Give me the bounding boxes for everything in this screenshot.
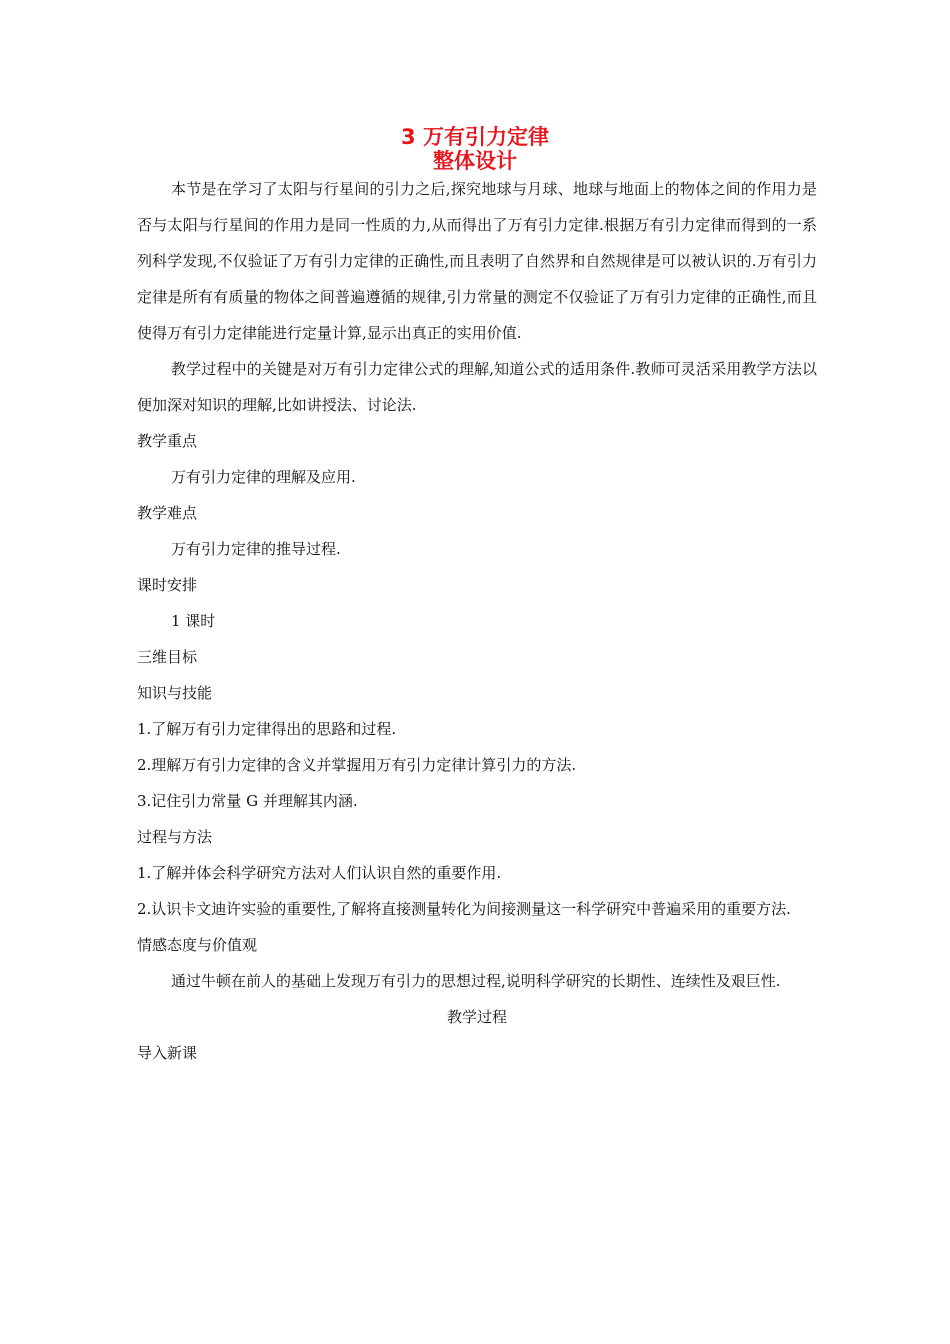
schedule-heading: 课时安排 xyxy=(137,576,198,594)
knowledge-item: 1.了解万有引力定律得出的思路和过程. xyxy=(137,720,397,738)
process-heading: 过程与方法 xyxy=(137,828,213,846)
key-points-heading: 教学重点 xyxy=(137,432,198,450)
document-body xyxy=(137,171,817,1071)
knowledge-item: 3.记住引力常量 G 并理解其内涵. xyxy=(137,792,358,810)
knowledge-item: 2.理解万有引力定律的含义并掌握用万有引力定律计算引力的方法. xyxy=(137,756,577,774)
key-points-text: 万有引力定律的理解及应用. xyxy=(171,468,356,486)
teaching-process-heading: 教学过程 xyxy=(446,1008,507,1026)
process-item: 1.了解并体会科学研究方法对人们认识自然的重要作用. xyxy=(137,864,502,882)
objectives-heading: 三维目标 xyxy=(137,648,198,666)
attitude-heading: 情感态度与价值观 xyxy=(137,936,258,954)
difficulties-heading: 教学难点 xyxy=(137,504,198,522)
intro-paragraph: 教学过程中的关键是对万有引力定律公式的理解,知道公式的适用条件.教师可灵活采用教学方法以便加深对知识的理解,比如讲授法、讨论法. xyxy=(137,360,817,414)
process-item: 2.认识卡文迪许实验的重要性,了解将直接测量转化为间接测量这一科学研究中普遍采用的重要方法. xyxy=(137,900,791,918)
schedule-text: 1 课时 xyxy=(171,612,216,630)
knowledge-heading: 知识与技能 xyxy=(137,684,213,702)
attitude-text: 通过牛顿在前人的基础上发现万有引力的思想过程,说明科学研究的长期性、连续性及艰巨性. xyxy=(171,972,781,990)
intro-paragraph: 本节是在学习了太阳与行星间的引力之后,探究地球与月球、地球与地面上的物体之间的作用力是否与太阳与行星间的作用力是同一性质的力,从而得出了万有引力定律.根据万有引力定律而得到的一系列科学发现,不仅验证了万有引力定律的正确性,而且表明了自然界和自然规律是可以被认识的.万有引力定律是所有有质量的物体之间普遍遵循的规律,引力常量的测定不仅验证了万有引力定律的正确性,而且使得万有引力定律能进行定量计算,显示出真正的实用价值. xyxy=(137,180,817,342)
intro-new-lesson-heading: 导入新课 xyxy=(137,1044,198,1062)
difficulties-text: 万有引力定律的推导过程. xyxy=(171,540,341,558)
document-subtitle: 整体设计 xyxy=(433,149,517,173)
document-title: 3 万有引力定律 xyxy=(401,125,549,149)
